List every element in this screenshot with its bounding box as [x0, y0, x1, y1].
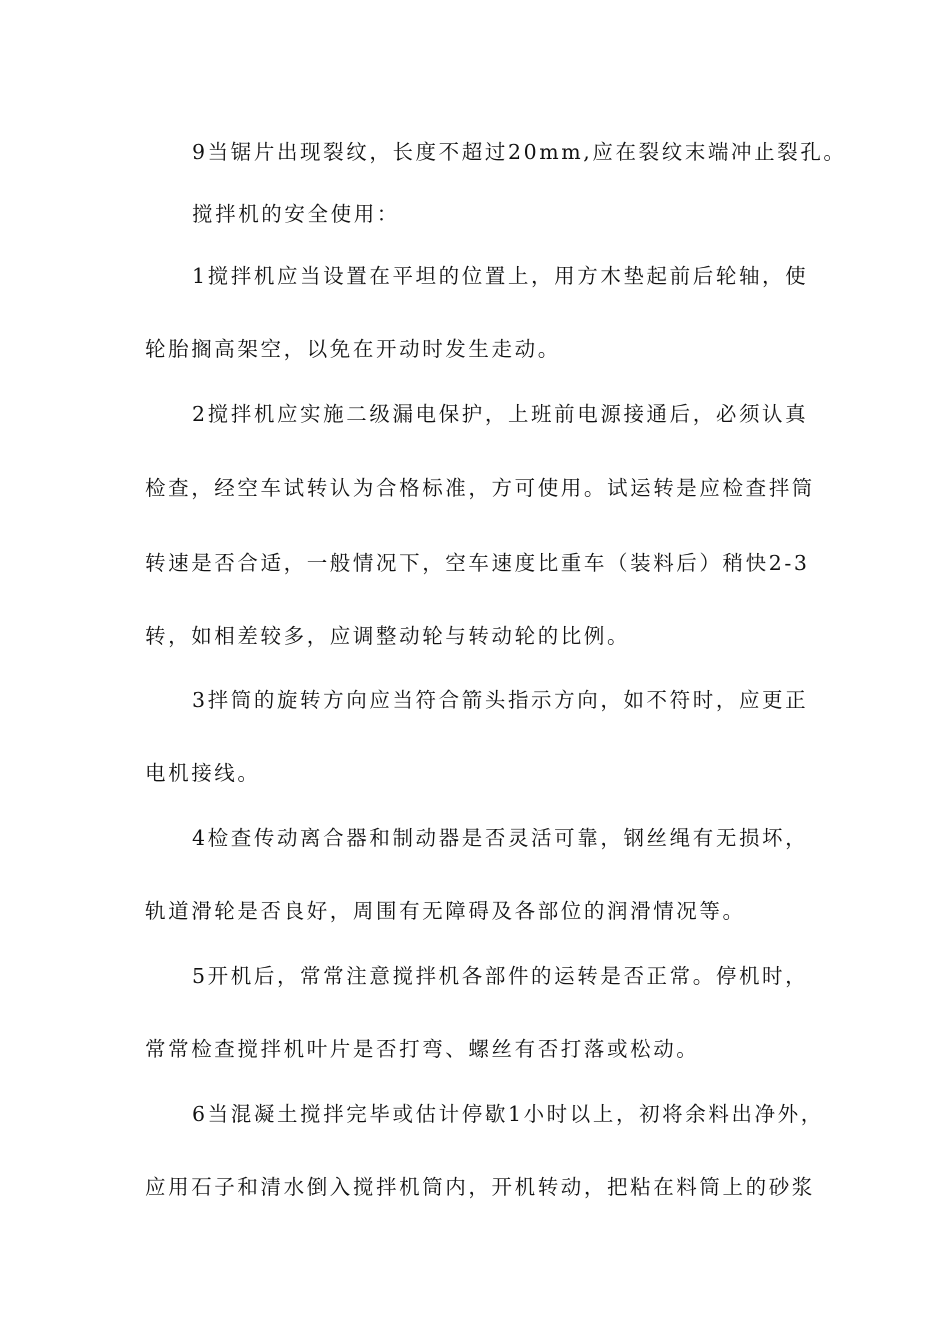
text-line-7: 转速是否合适，一般情况下，空车速度比重车（装料后）稍快2-3 — [145, 551, 810, 575]
text-line-16: 应用石子和清水倒入搅拌机筒内，开机转动，把粘在料筒上的砂浆 — [145, 1175, 815, 1199]
text-line-14: 常常检查搅拌机叶片是否打弯、螺丝有否打落或松动。 — [145, 1037, 700, 1061]
text-line-1: 9当锯片出现裂纹，长度不超过20mm,应在裂纹末端冲止裂孔。 — [192, 140, 847, 164]
text-line-5: 2搅拌机应实施二级漏电保护，上班前电源接通后，必须认真 — [192, 402, 809, 426]
text-line-13: 5开机后，常常注意搅拌机各部件的运转是否正常。停机时， — [192, 964, 809, 988]
text-line-10: 电机接线。 — [145, 761, 261, 785]
text-line-4: 轮胎搁高架空，以免在开动时发生走动。 — [145, 337, 561, 361]
text-line-9: 3拌筒的旋转方向应当符合箭头指示方向，如不符时，应更正 — [192, 688, 809, 712]
text-line-6: 检查，经空车试转认为合格标准，方可使用。试运转是应检查拌筒 — [145, 476, 815, 500]
section-heading: 搅拌机的安全使用： — [192, 202, 400, 226]
text-line-12: 轨道滑轮是否良好，周围有无障碍及各部位的润滑情况等。 — [145, 899, 746, 923]
text-line-11: 4检查传动离合器和制动器是否灵活可靠，钢丝绳有无损坏， — [192, 826, 809, 850]
text-line-15: 6当混凝土搅拌完毕或估计停歇1小时以上，初将余料出净外， — [192, 1102, 824, 1126]
text-line-8: 转，如相差较多，应调整动轮与转动轮的比例。 — [145, 624, 631, 648]
text-line-3: 1搅拌机应当设置在平坦的位置上，用方木垫起前后轮轴，使 — [192, 264, 809, 288]
